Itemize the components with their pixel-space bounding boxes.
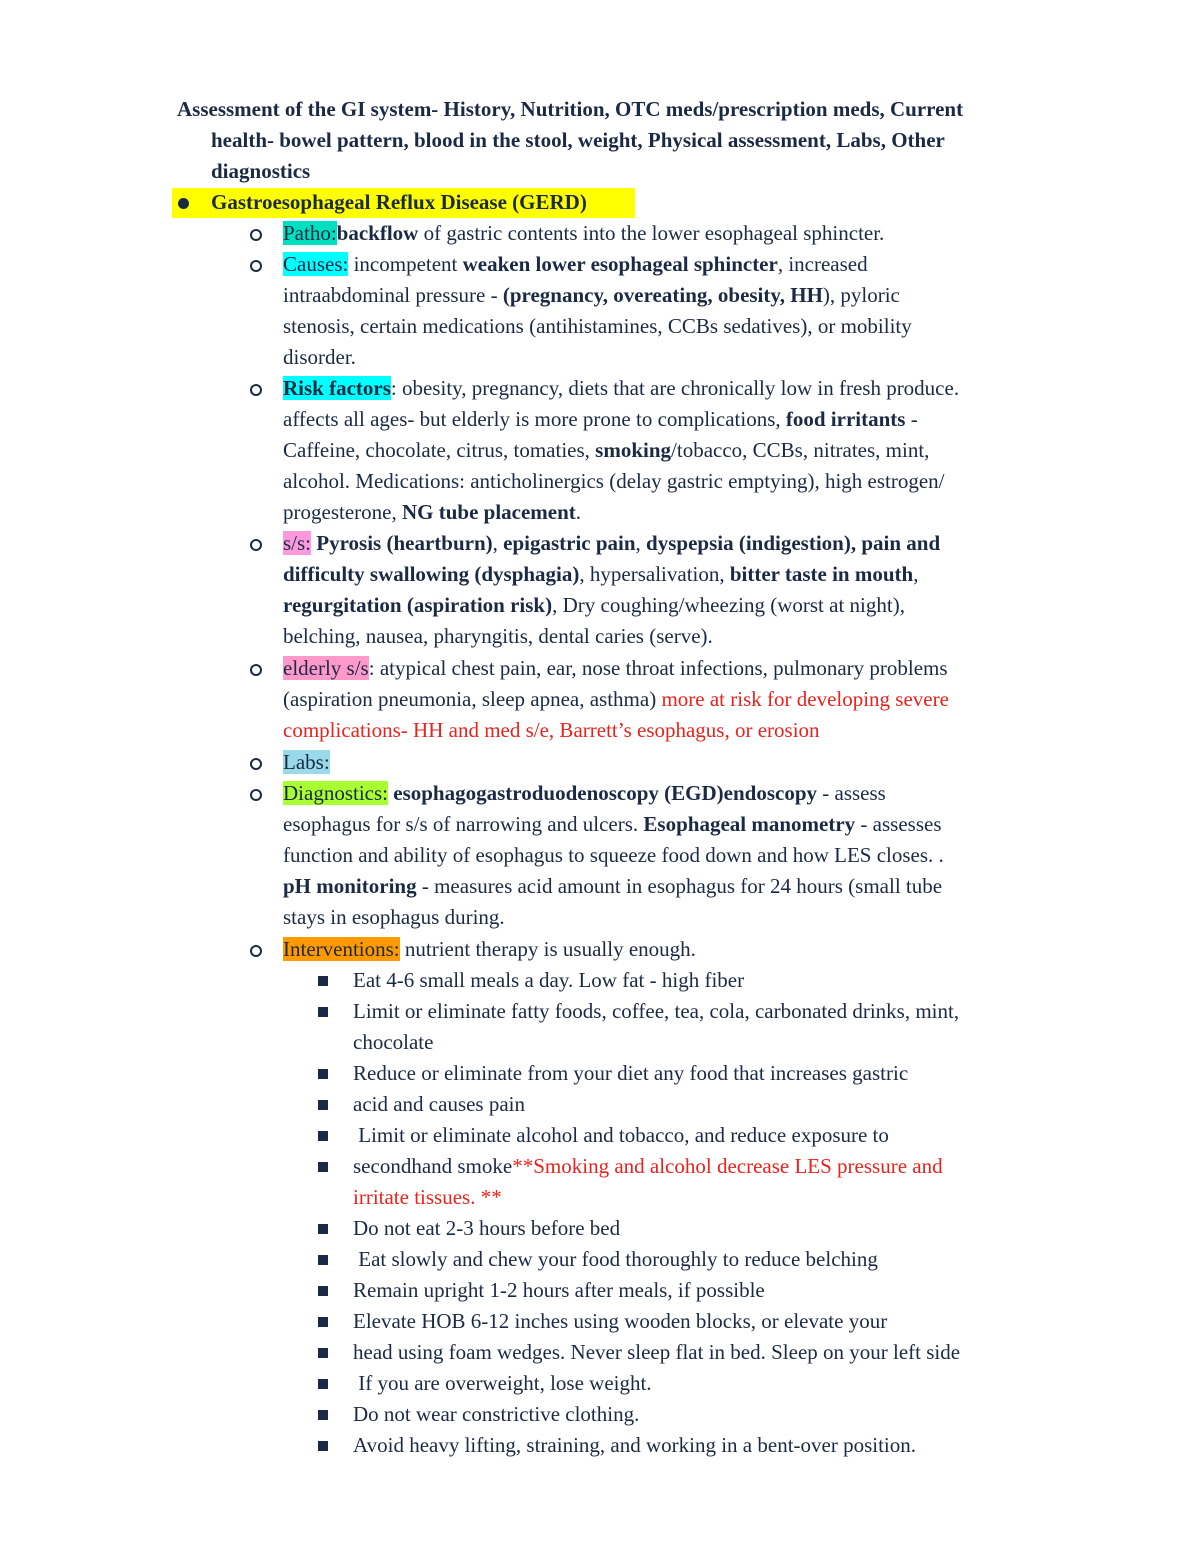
ss-bold: regurgitation (aspiration risk)	[283, 593, 553, 617]
ss-text: , hypersalivation,	[579, 562, 730, 586]
ss-bold: bitter taste in mouth	[729, 562, 914, 586]
header-line-2: health- bowel pattern, blood in the stool, weight, Physical assessment, Labs, Other	[211, 128, 945, 152]
intervention-item: If you are overweight, lose weight.	[353, 1371, 652, 1395]
circle-bullet	[250, 758, 262, 770]
circle-bullet	[250, 260, 262, 272]
square-bullet	[318, 1410, 328, 1420]
circle-bullet	[250, 664, 262, 676]
square-bullet	[318, 1224, 328, 1234]
elderly-line-3: complications- HH and med s/e, Barrett’s esophagus, or erosion	[283, 718, 820, 742]
circle-bullet	[250, 539, 262, 551]
square-bullet	[318, 1162, 328, 1172]
circle-bullet	[250, 229, 262, 241]
causes-text: ), pyloric	[822, 283, 900, 307]
risk-line-4: alcohol. Medications: anticholinergics (delay gastric emptying), high estrogen/	[283, 469, 945, 493]
elderly-text: : atypical chest pain, ear, nose throat infections, pulmonary problems	[368, 656, 948, 680]
elderly-text: (aspiration pneumonia, sleep apnea, asthma)	[283, 687, 662, 711]
header-line-3: diagnostics	[211, 159, 311, 183]
square-bullet	[318, 1379, 328, 1389]
risk-bold: food irritants	[785, 407, 906, 431]
elderly-label: elderly s/s	[283, 656, 369, 680]
causes-line-3: stenosis, certain medications (antihistamines, CCBs sedatives), or mobility	[283, 314, 912, 338]
intervention-red: **Smoking and alcohol decrease LES pressure and	[512, 1154, 943, 1178]
intervention-item: Eat 4-6 small meals a day. Low fat - high fiber	[353, 968, 745, 992]
risk-text: .	[575, 500, 582, 524]
ss-line-1	[283, 528, 940, 559]
square-bullet	[318, 976, 328, 986]
ss-label: s/s:	[283, 531, 312, 555]
risk-text: : obesity, pregnancy, diets that are chronically low in fresh produce.	[390, 376, 960, 400]
intervention-item: Reduce or eliminate from your diet any food that increases gastric	[353, 1061, 909, 1085]
risk-bold: NG tube placement	[401, 500, 576, 524]
ss-line-2	[283, 559, 918, 590]
risk-text: /tobacco, CCBs, nitrates, mint,	[671, 438, 930, 462]
labs-line	[283, 747, 330, 778]
risk-text: Caffeine, chocolate, citrus, tomaties,	[283, 438, 596, 462]
labs-label: Labs:	[283, 750, 330, 774]
patho-text: of gastric contents into the lower esophageal sphincter.	[418, 221, 885, 245]
elderly-red: more at risk for developing severe	[661, 687, 949, 711]
ss-bold: difficulty swallowing (dysphagia)	[283, 562, 580, 586]
circle-bullet	[250, 945, 262, 957]
ss-line-3	[283, 590, 905, 621]
elderly-line-2	[283, 684, 949, 715]
causes-text: incompetent	[348, 252, 463, 276]
square-bullet	[318, 1286, 328, 1296]
risk-text: -	[905, 407, 918, 431]
risk-line-1	[283, 373, 959, 404]
square-bullet	[318, 1007, 328, 1017]
diag-line-3: function and ability of esophagus to squeeze food down and how LES closes. .	[283, 843, 944, 867]
ss-text: ,	[913, 562, 919, 586]
causes-line-4: disorder.	[283, 345, 356, 369]
intervention-item: Limit or eliminate alcohol and tobacco, and reduce exposure to	[353, 1123, 889, 1147]
square-bullet	[318, 1100, 328, 1110]
square-bullet	[318, 1255, 328, 1265]
header-line-1: Assessment of the GI system- History, Nutrition, OTC meds/prescription meds, Current	[177, 97, 964, 121]
square-bullet	[318, 1348, 328, 1358]
causes-text: intraabdominal pressure -	[283, 283, 503, 307]
circle-bullet	[250, 384, 262, 396]
intervention-item: acid and causes pain	[353, 1092, 526, 1116]
causes-bold: (pregnancy, overeating, obesity, HH	[502, 283, 823, 307]
causes-bold: weaken lower esophageal sphincter	[462, 252, 778, 276]
causes-line-2	[283, 280, 900, 311]
intervention-item: Eat slowly and chew your food thoroughly to reduce belching	[353, 1247, 878, 1271]
risk-text: affects all ages- but elderly is more prone to complications,	[283, 407, 786, 431]
intervention-item-cont: irritate tissues. **	[353, 1185, 502, 1209]
interventions-label: Interventions:	[283, 937, 400, 961]
risk-text: progesterone,	[283, 500, 402, 524]
patho-label: Patho:	[283, 221, 337, 245]
diag-line-2	[283, 809, 942, 840]
causes-line-1	[283, 249, 868, 280]
intervention-item: Elevate HOB 6-12 inches using wooden blocks, or elevate your	[353, 1309, 888, 1333]
ss-bold: epigastric pain	[503, 531, 636, 555]
risk-line-3	[283, 435, 929, 466]
square-bullet	[318, 1069, 328, 1079]
diag-text: - assesses	[855, 812, 942, 836]
elderly-line-1	[283, 653, 948, 684]
intervention-item: Do not wear constrictive clothing.	[353, 1402, 640, 1426]
causes-label: Causes:	[283, 252, 349, 276]
ss-text: ,	[635, 531, 647, 555]
interventions-line	[283, 934, 696, 965]
diag-line-1	[283, 778, 886, 809]
patho-bold: backflow	[336, 221, 419, 245]
diag-text: esophagus for s/s of narrowing and ulcers.	[283, 812, 644, 836]
circle-bullet	[250, 789, 262, 801]
topic-title: Gastroesophageal Reflux Disease (GERD)	[211, 190, 587, 214]
disc-bullet	[178, 198, 189, 209]
intervention-item: Do not eat 2-3 hours before bed	[353, 1216, 621, 1240]
diag-line-4	[283, 871, 942, 902]
risk-bold: smoking	[595, 438, 672, 462]
square-bullet	[318, 1317, 328, 1327]
intervention-item: Avoid heavy lifting, straining, and working in a bent-over position.	[353, 1433, 917, 1457]
ss-bold: Pyrosis (heartburn)	[311, 531, 493, 555]
square-bullet	[318, 1131, 328, 1141]
patho-line	[283, 218, 884, 249]
diag-bold: Esophageal manometry	[643, 812, 856, 836]
ss-bold: dyspepsia (indigestion), pain and	[646, 531, 941, 555]
ss-line-4: belching, nausea, pharyngitis, dental caries (serve).	[283, 624, 713, 648]
intervention-item: head using foam wedges. Never sleep flat in bed. Sleep on your left side	[353, 1340, 961, 1364]
diag-text: - measures acid amount in esophagus for 24 hours (small tube	[416, 874, 943, 898]
intervention-item	[353, 1151, 943, 1182]
square-bullet	[318, 1441, 328, 1451]
diag-label: Diagnostics:	[283, 781, 388, 805]
diag-text: - assess	[817, 781, 886, 805]
risk-line-5	[283, 497, 581, 528]
diag-bold: esophagogastroduodenoscopy (EGD)endoscopy	[388, 781, 818, 805]
intervention-item: Remain upright 1-2 hours after meals, if possible	[353, 1278, 765, 1302]
ss-text: , Dry coughing/wheezing (worst at night),	[552, 593, 905, 617]
ss-text: ,	[492, 531, 504, 555]
diag-line-5: stays in esophagus during.	[283, 905, 505, 929]
intervention-item-cont: chocolate	[353, 1030, 434, 1054]
risk-line-2	[283, 404, 918, 435]
intervention-text: secondhand smoke	[353, 1154, 513, 1178]
risk-label: Risk factors	[283, 376, 391, 400]
diag-bold: pH monitoring	[283, 874, 417, 898]
intervention-item: Limit or eliminate fatty foods, coffee, tea, cola, carbonated drinks, mint,	[353, 999, 960, 1023]
causes-text: , increased	[777, 252, 868, 276]
interventions-text: nutrient therapy is usually enough.	[399, 937, 696, 961]
